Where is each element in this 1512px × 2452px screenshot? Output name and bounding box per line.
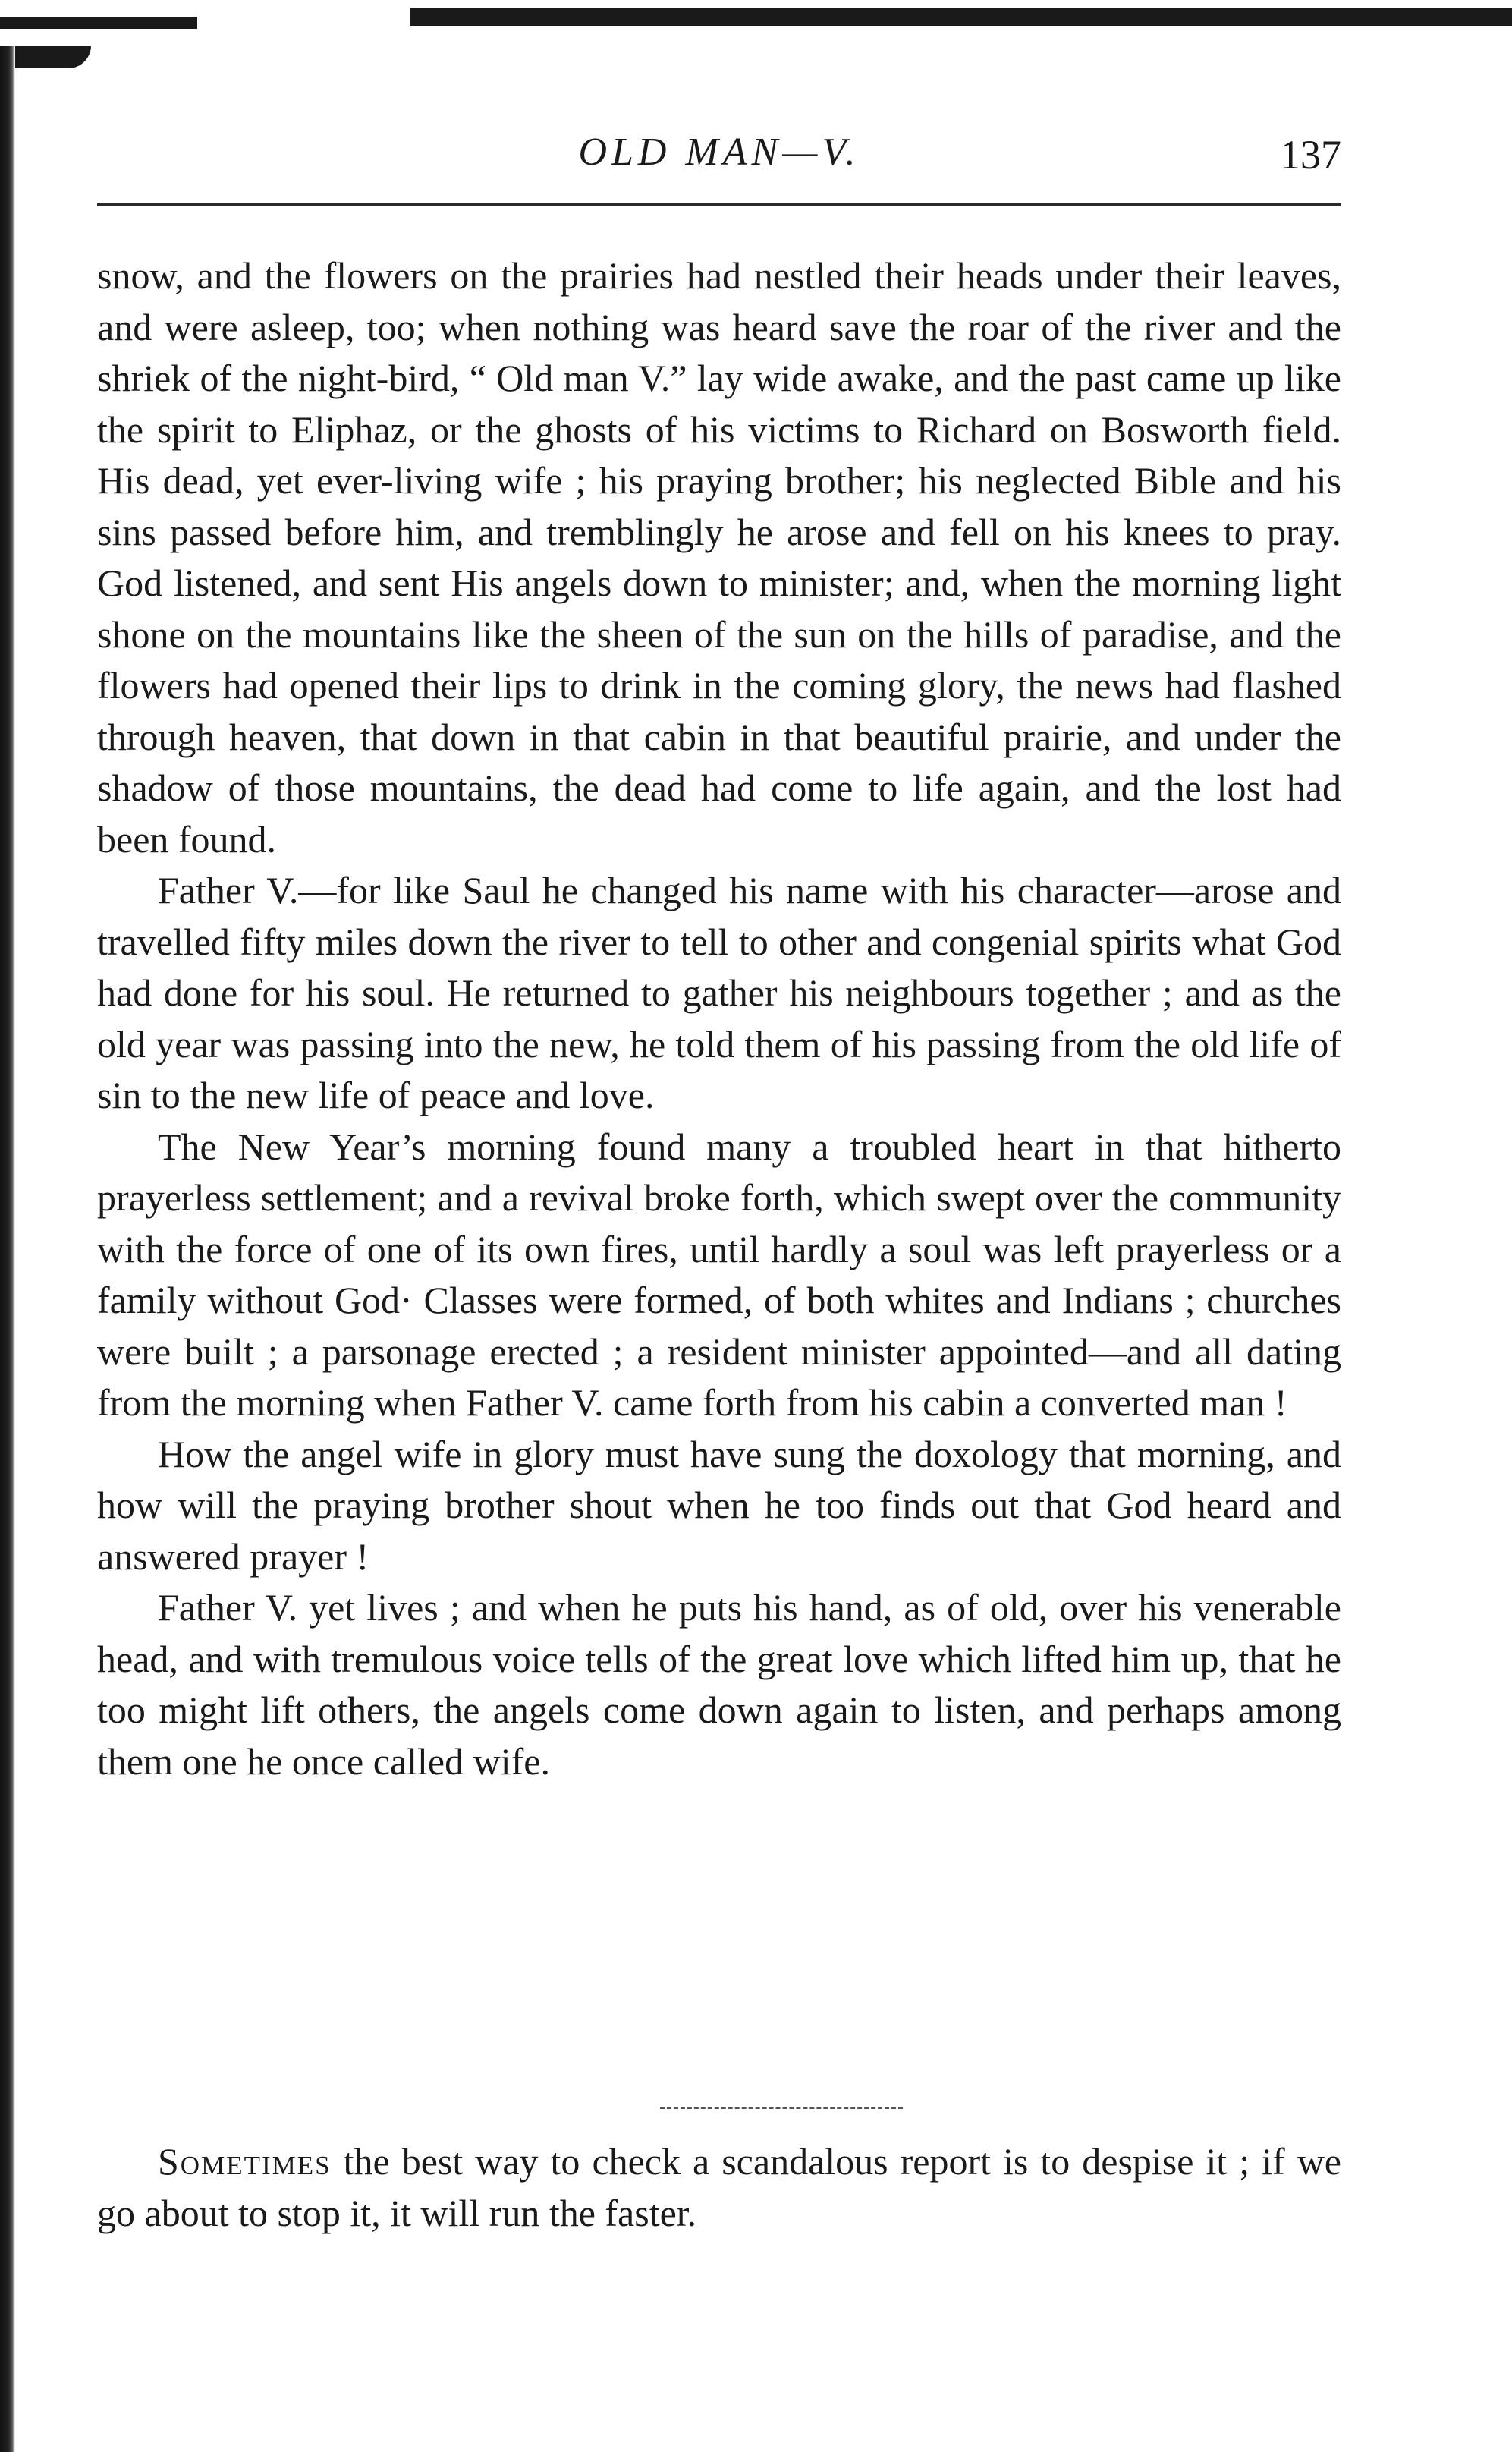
scan-binding-edge: [0, 46, 15, 2452]
header-rule: [97, 203, 1341, 206]
scan-mark: [410, 8, 1512, 26]
section-divider: [660, 2107, 903, 2114]
anecdote-paragraph: [97, 2136, 1341, 2239]
anecdote: [97, 2136, 1341, 2239]
scan-top-edge: [0, 0, 1512, 30]
anecdote-lead-in: Sometimes: [158, 2140, 332, 2183]
paragraph: snow, and the flowers on the prairies had nestled their heads under their leaves, and were asleep, too; when nothing was heard save the roar of the river and the shriek of the night-bird, “ Old man V.” lay wide awake, and the past came up like the spirit to Eliphaz, or the ghosts of his victims to Richard on Bosworth field. His dead, yet ever-living wife ; his praying brother; his neglected Bible and his sins passed before him, and tremblingly he arose and fell on his knees to pray. God listened, and sent His angels down to minister; and, when the morning light shone on the mountains like the sheen of the sun on the hills of paradise, and the flowers had opened their lips to drink in the coming glory, the news had flashed through heaven, that down in that cabin in that beautiful prairie, and under the shadow of those mountains, the dead had come to life again, and the lost had been found.: [97, 254, 1341, 861]
page-number: 137: [1280, 132, 1341, 178]
running-head: OLD MAN—V.: [578, 131, 860, 174]
body-text: [97, 250, 1341, 1787]
paragraph: Father V. yet lives ; and when he puts his hand, as of old, over his venerable head, and with tremulous voice tells of the great love which lifted him up, that he too might lift others, the angels come down again to listen, and perhaps among them one he once called wife.: [97, 1586, 1341, 1783]
paragraph: The New Year’s morning found many a troubled heart in that hitherto prayerless settlement; and a revival broke forth, which swept over the community with the force of one of its own fires, until hardly a soul was left prayerless or a family without God· Classes were formed, of both whites and Indians ; churches were built ; a parsonage erected ; a resident minister appointed—and all dating from the morning when Father V. came forth from his cabin a converted man !: [97, 1125, 1341, 1424]
page-header: [97, 125, 1341, 186]
scan-mark: [0, 17, 197, 29]
anecdote-text: the best way to check a scandalous report is to despise it ; if we go about to stop it, it will run the faster.: [97, 2140, 1341, 2234]
paragraph: How the angel wife in glory must have sung the doxology that morning, and how will the praying brother shout when he too finds out that God heard and answered prayer !: [97, 1432, 1341, 1578]
paragraph: Father V.—for like Saul he changed his name with his character—arose and travelled fifty miles down the river to tell to other and congenial spirits what God had done for his soul. He returned to gather his neighbours together ; and as the old year was passing into the new, he told them of his passing from the old life of sin to the new life of peace and love.: [97, 869, 1341, 1116]
